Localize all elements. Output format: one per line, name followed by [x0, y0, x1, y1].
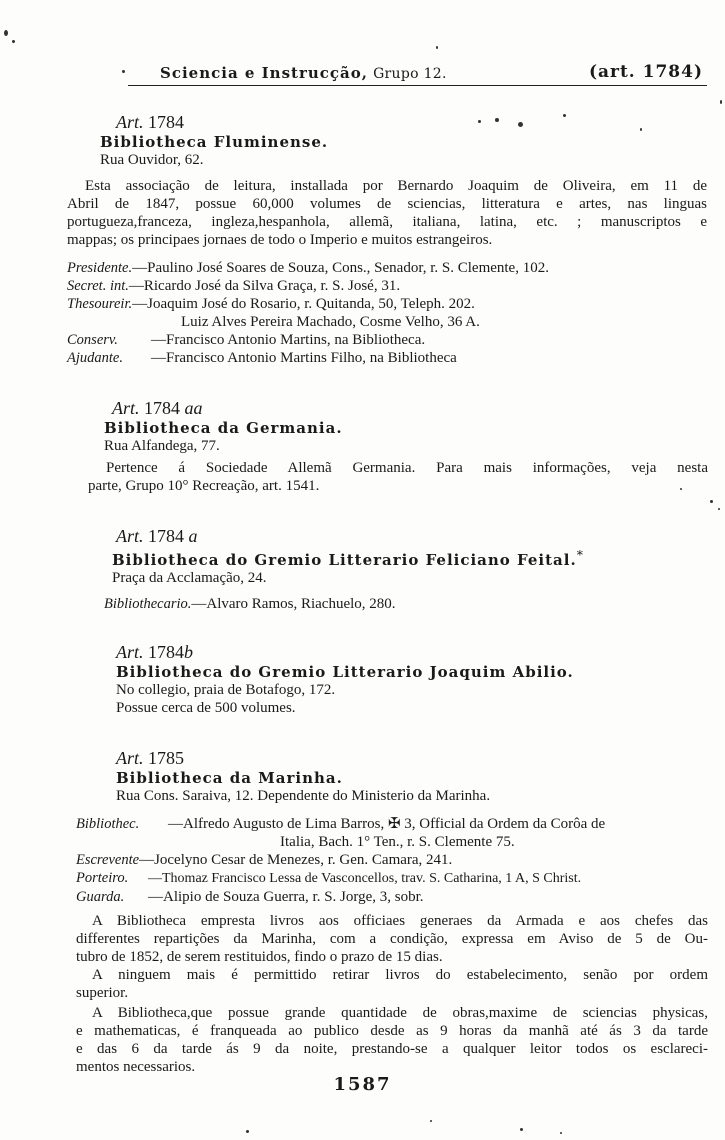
entry-1784a	[0, 526, 725, 613]
article-number: Art. 1784b	[116, 642, 194, 662]
staff-row: Escrevente—Jocelyno Cesar de Menezes, r. Gen. Camara, 241.	[76, 852, 453, 868]
staff-row: Presidente.—Paulino José Soares de Souza, Cons., Senador, r. S. Clemente, 102.	[67, 260, 549, 276]
entry-name: Bibliotheca da Germania.	[104, 419, 343, 437]
article-number: Art. 1784	[116, 112, 185, 132]
entry-address: Praça da Acclamação, 24.	[112, 570, 267, 586]
article-number: Art. 1784 a	[116, 526, 198, 546]
entry-1785	[0, 748, 725, 1076]
staff-row: Secret. int.—Ricardo José da Silva Graça, r. S. José, 31.	[67, 278, 401, 294]
article-ref: (art. 1784)	[588, 62, 703, 82]
entry-name: Bibliotheca do Gremio Litterario Feliciano Feital.*	[112, 547, 584, 569]
entry-name: Bibliotheca Fluminense.	[100, 133, 329, 151]
group-label: Grupo 12.	[373, 66, 447, 82]
running-header	[160, 64, 703, 82]
staff-row: Conserv. —Francisco Antonio Martins, na Bibliotheca.	[67, 332, 426, 348]
entry-address: Rua Ouvidor, 62.	[100, 152, 204, 168]
staff-row: Porteiro. —Thomaz Francisco Lessa de Vasconcellos, trav. S. Catharina, 1 A, S Christ.	[76, 870, 582, 886]
entry-description: Esta associação de leitura, installada por Bernardo Joaquim de Oliveira, em 11 de Abril de 1847, possue 60,000 volumes de sciencias, litteratura e artes, nas linguas portugueza,franceza, ingleza,hespanhola, allemã, italiana, latina, etc. ; manuscriptos e mappas; os principaes jornaes de todo o Imperio e muitos estrangeiros.	[67, 178, 707, 248]
staff-row: Thesoureir.—Joaquim José do Rosario, r. Quitanda, 50, Teleph. 202.	[67, 296, 475, 312]
section-title: Sciencia e Instrucção,	[160, 64, 368, 82]
staff-row: Ajudante. —Francisco Antonio Martins Filho, na Bibliotheca	[67, 350, 457, 366]
entry-notes: A Bibliotheca empresta livros aos officiaes generaes da Armada e aos chefes das differentes repartições da Marinha, com a condição, expressa em Aviso de 5 de Ou- tubro de 1852, de serem restituidos, findo o prazo de 15 dias. A ninguem mais é permittido retirar livros do estabelecimento, senão por ordem superior. A Bibliotheca,que possue grande quantidade de obras,maxime de sciencias physicas, e mathematicas, é franqueada ao publico desde as 9 horas da manhã até ás 3 da tarde e das 6 da tarde ás 9 da noite, prestando-se a qualquer leitor todos os esclareci- mentos necessarios.	[76, 913, 708, 1075]
article-number: Art. 1785	[116, 748, 185, 768]
staff-row: Guarda. —Alipio de Souza Guerra, r. S. Jorge, 3, sobr.	[76, 889, 424, 905]
staff-row: Bibliothecario.—Alvaro Ramos, Riachuelo, 280.	[104, 596, 396, 612]
entry-name: Bibliotheca do Gremio Litterario Joaquim Abilio.	[116, 663, 574, 681]
entry-address: Rua Alfandega, 77.	[104, 438, 220, 454]
entry-1784	[0, 112, 725, 367]
entry-address: Rua Cons. Saraiva, 12. Dependente do Ministerio da Marinha.	[116, 788, 491, 804]
entry-line: No collegio, praia de Botafogo, 172.	[116, 682, 336, 698]
header-rule	[128, 85, 707, 86]
entry-line: Possue cerca de 500 volumes.	[116, 700, 296, 716]
staff-list	[76, 815, 725, 906]
staff-row: Italia, Bach. 1° Ten., r. S. Clemente 75.	[280, 834, 515, 850]
entry-description: Pertence á Sociedade Allemã Germania. Para mais informações, veja nesta parte, Grupo 10° Recreação, art. 1541.	[88, 460, 708, 494]
staff-row: Bibliothec. —Alfredo Augusto de Lima Barros, ✠ 3, Official da Ordem da Corôa de	[76, 816, 606, 832]
entry-1784aa	[0, 398, 725, 495]
entry-1784b	[0, 642, 725, 717]
entry-name: Bibliotheca da Marinha.	[116, 769, 343, 787]
article-number: Art. 1784 aa	[112, 398, 203, 418]
staff-row: Luiz Alves Pereira Machado, Cosme Velho, 36 A.	[181, 314, 480, 330]
page-number: 1587	[333, 1074, 392, 1095]
staff-list	[67, 259, 725, 367]
